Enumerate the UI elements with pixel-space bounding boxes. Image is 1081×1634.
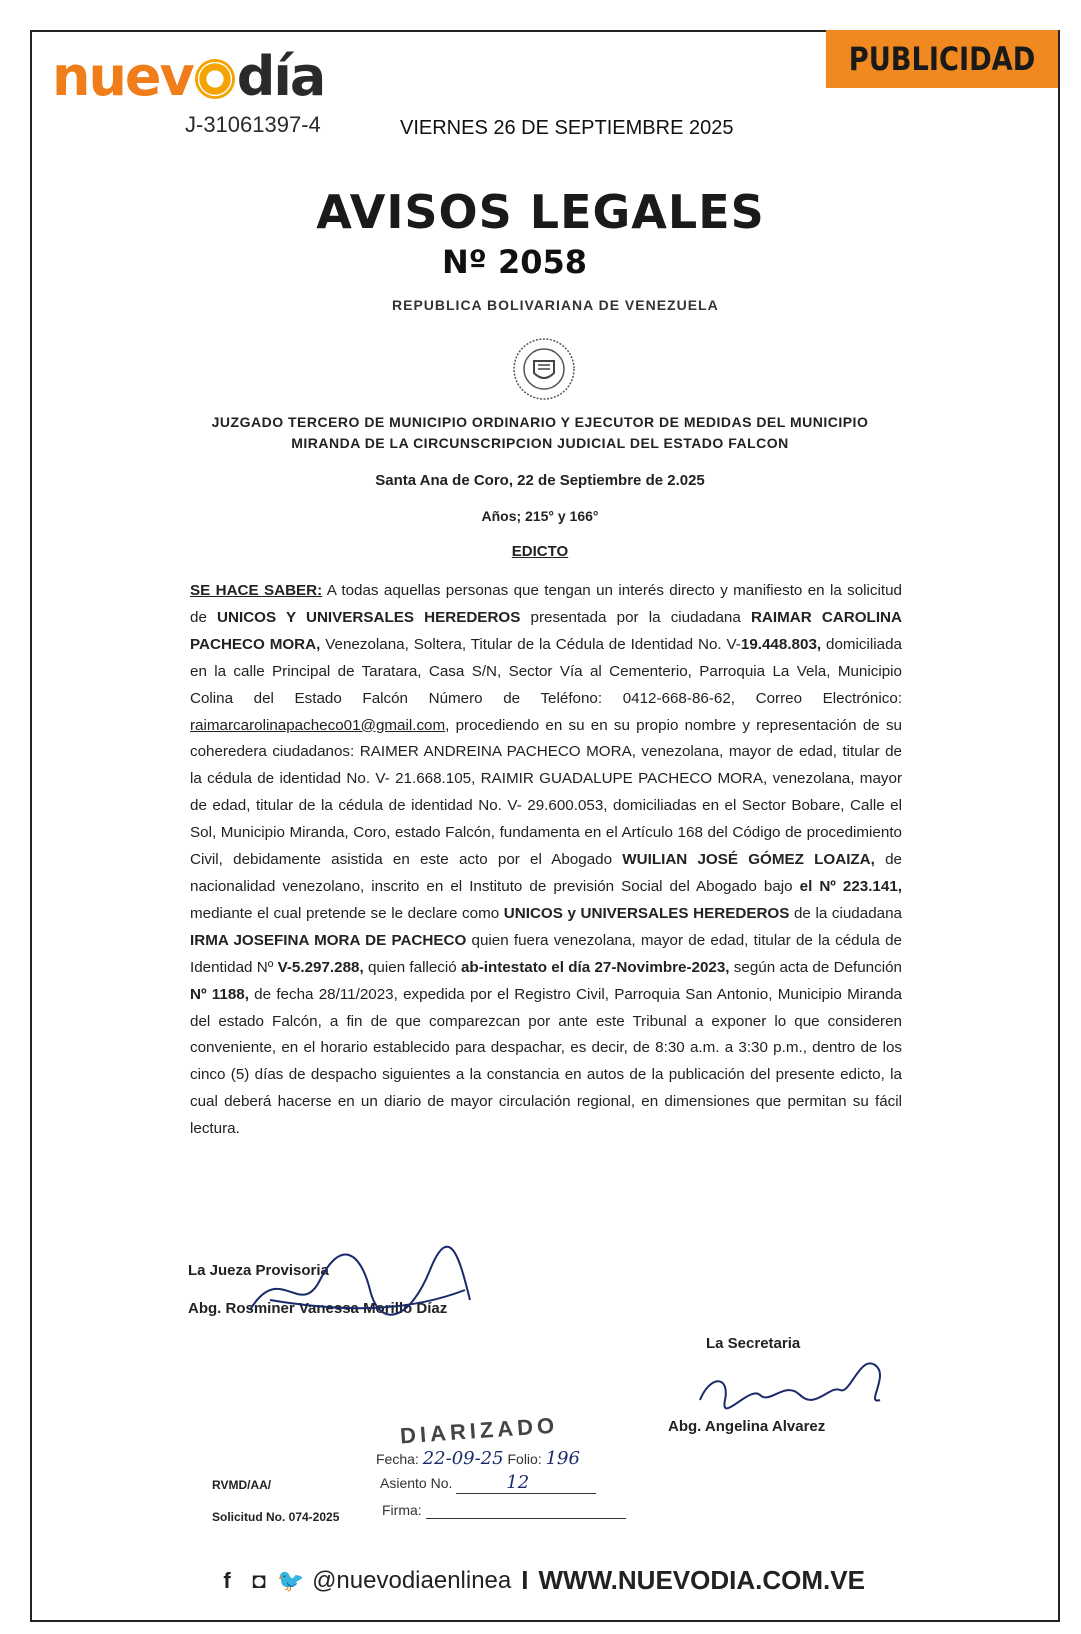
notice-number: Nº 2058: [442, 243, 588, 281]
body-text: según acta de Defunción: [729, 958, 902, 976]
secretary-name: Abg. Angelina Alvarez: [668, 1418, 826, 1435]
page-title: AVISOS LEGALES: [316, 185, 765, 239]
place-date: Santa Ana de Coro, 22 de Septiembre de 2.025: [375, 472, 705, 489]
stamp-fecha-value: 22-09-25: [422, 1448, 504, 1469]
lead-phrase: SE HACE SABER:: [190, 582, 323, 599]
logo-text-prefix: nuev: [52, 45, 193, 108]
body-text: mediante el cual pretende se le declare como: [190, 904, 504, 922]
stamp-folio-value: 196: [545, 1448, 580, 1469]
secretary-signature-icon: [690, 1345, 890, 1425]
logo-text-suffix: día: [236, 45, 325, 108]
reference-code: RVMD/AA/: [212, 1478, 272, 1492]
edicto-heading: EDICTO: [511, 543, 569, 560]
court-line-2: MIRANDA DE LA CIRCUNSCRIPCION JUDICIAL DEL ESTADO FALCON: [291, 435, 789, 451]
body-bold: WUILIAN JOSÉ GÓMEZ LOAIZA,: [622, 851, 875, 869]
judge-name: Abg. Rosminer Vanessa Morillo Díaz: [188, 1300, 448, 1317]
body-bold: ab-intestato el día 27-Novimbre-2023,: [460, 958, 730, 976]
sun-icon: [195, 59, 235, 99]
body-bold: IRMA JOSEFINA MORA DE PACHECO: [190, 931, 467, 949]
judge-title: La Jueza Provisoria: [188, 1262, 329, 1279]
facebook-icon[interactable]: f: [223, 1567, 231, 1593]
body-text: quien fuera venezolana, mayor de edad, titular de la cédula de Identidad Nº: [190, 931, 902, 976]
website-link[interactable]: WWW.NUEVODIA.COM.VE: [538, 1565, 865, 1595]
nuevodia-logo: [52, 45, 325, 108]
stamp-title: DIARIZADO: [399, 1412, 559, 1449]
stamp-asiento-value: 12: [506, 1472, 530, 1493]
stamp-fecha: Fecha: 22-09-25 Folio: 196: [376, 1448, 580, 1469]
secretary-title: La Secretaria: [706, 1335, 801, 1352]
court-line-1: JUZGADO TERCERO DE MUNICIPIO ORDINARIO Y EJECUTOR DE MEDIDAS DEL MUNICIPIO: [211, 414, 869, 430]
rif-number: J-31061397-4: [185, 112, 321, 137]
email-link[interactable]: raimarcarolinapacheco01@gmail.com: [190, 716, 446, 734]
body-bold: RAIMAR CAROLINA PACHECO MORA,: [190, 608, 902, 653]
country-heading: REPUBLICA BOLIVARIANA DE VENEZUELA: [392, 297, 719, 313]
judge-signature-icon: [240, 1240, 480, 1330]
request-number: Solicitud No. 074-2025: [212, 1510, 340, 1524]
body-text: Venezolana, Soltera, Titular de la Cédula de Identidad No. V-: [320, 635, 741, 653]
body-text: presentada por la ciudadana: [520, 608, 751, 626]
stamp-asiento: Asiento No. 12: [380, 1472, 596, 1494]
footer-separator: I: [521, 1565, 529, 1595]
social-handle[interactable]: @nuevodiaenlinea: [312, 1566, 512, 1594]
body-bold: UNICOS y UNIVERSALES HEREDEROS: [503, 904, 790, 922]
body-text: domiciliada en la calle Principal de Taratara, Casa S/N, Sector Vía al Cementerio, Parroquia La Vela, Municipio Colina del Estado Falcón Número de Teléfono: 0412-668-86-62, Correo Electrónico:: [190, 635, 902, 707]
body-bold: 19.448.803,: [740, 635, 822, 653]
body-bold: el Nº 223.141,: [799, 877, 902, 895]
body-text: de la ciudadana: [789, 904, 902, 922]
publicidad-tag: PUBLICIDAD: [826, 30, 1058, 88]
issue-date: VIERNES 26 DE SEPTIEMBRE 2025: [400, 117, 734, 139]
court-name: [190, 412, 890, 454]
twitter-icon[interactable]: 🐦: [277, 1567, 305, 1593]
instagram-icon[interactable]: ◘: [252, 1567, 266, 1593]
edict-body: [190, 578, 902, 1143]
body-text: de fecha 28/11/2023, expedida por el Registro Civil, Parroquia San Antonio, Municipio Miranda del estado Falcón, a fin de que comparezcan por ante este Tribunal a exponer lo que consideren conveniente, en el horario establecido para despachar, es decir, de 8:30 a.m. a 3:30 p.m., dentro de los cinco (5) días de despacho siguientes a la constancia en autos de la publicación del presente edicto, la cual deberá hacerse en un diario de mayor circulación regional, en dimensiones que permitan su fácil lectura.: [190, 985, 902, 1138]
footer: [0, 1565, 1081, 1596]
body-bold: V-5.297.288,: [277, 958, 364, 976]
years-line: Años; 215° y 166°: [481, 508, 599, 524]
stamp-firma: Firma:: [382, 1502, 626, 1519]
body-bold: Nº 1188,: [190, 985, 249, 1003]
body-text: de nacionalidad venezolano, inscrito en el Instituto de previsión Social del Abogado bajo: [190, 851, 902, 895]
body-text: quien falleció: [363, 958, 461, 976]
court-seal-icon: [512, 337, 576, 401]
body-bold: UNICOS Y UNIVERSALES HEREDEROS: [217, 608, 521, 626]
body-text: , procediendo en su en su propio nombre y representación de su coheredera ciudadanos: RAIMER ANDREINA PACHECO MORA, venezolana, mayor de edad, titular de la cédula de identidad No. V- 21.668.105, RAIMIR GUADALUPE PACHECO MORA, venezolana, mayor de edad, titular de la cédula de identidad No. V- 29.600.053, domiciliadas en el Sector Bobare, Calle el Sol, Municipio Miranda, Coro, estado Falcón, fundamenta en el Artículo 168 del Código de procedimiento Civil, debidamente asistida en este acto por el Abogado: [190, 716, 902, 869]
body-text: A todas aquellas personas que tengan un interés directo y manifiesto en la solicitud de: [190, 582, 902, 626]
